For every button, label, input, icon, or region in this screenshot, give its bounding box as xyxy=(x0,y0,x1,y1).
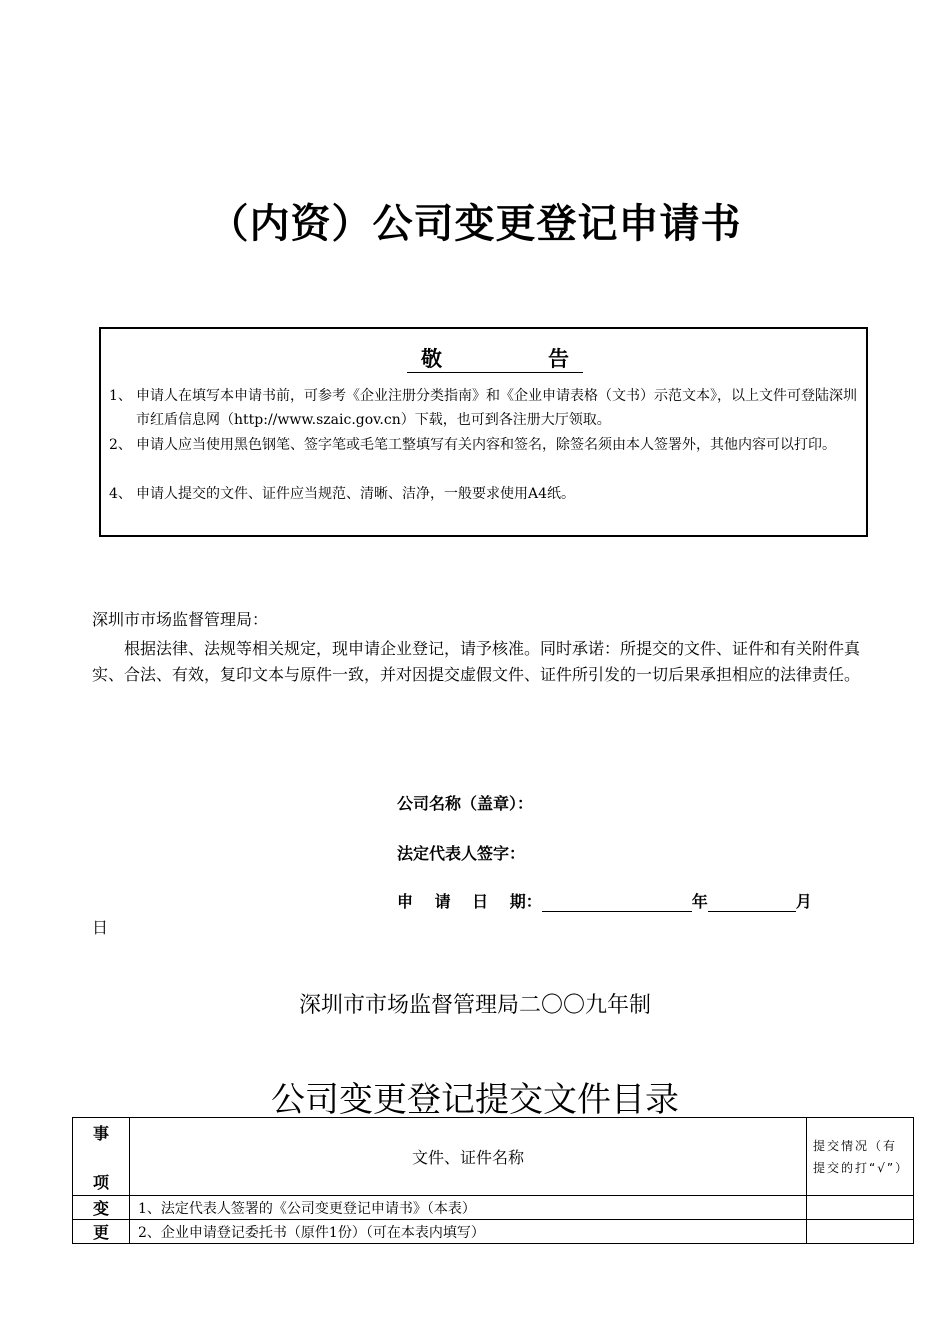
letter-body: 根据法律、法规等相关规定，现申请企业登记，请予核准。同时承诺：所提交的文件、证件和有关附件真实、合法、有效，复印文本与原件一致，并对因提交虚假文件、证件所引发的一切后果承担相应的法律责任。 xyxy=(92,639,861,684)
issuer-line: 深圳市市场监督管理局二〇〇九年制 xyxy=(298,993,651,1018)
submission-status-header: 提交情况（有提交的打“√”） xyxy=(807,1118,914,1196)
year-label: 年 xyxy=(691,892,708,911)
table-row xyxy=(73,1196,914,1220)
notice-item xyxy=(109,384,861,432)
item-cell: 更 xyxy=(73,1220,130,1244)
item-header xyxy=(73,1118,130,1196)
day-label: 日 xyxy=(92,918,109,937)
item-cell: 变 xyxy=(73,1196,130,1220)
notice-item-text: 申请人提交的文件、证件应当规范、清晰、洁净，一般要求使用A4纸。 xyxy=(136,486,576,502)
submission-checkbox-cell[interactable] xyxy=(807,1196,914,1220)
document-name-cell: 2、企业申请登记委托书（原件1份）（可在本表内填写） xyxy=(130,1220,807,1244)
notice-item-text: 申请人在填写本申请书前，可参考《企业注册分类指南》和《企业申请表格（文书）示范文本》，以上文件可登陆深圳市红盾信息网（http://www.szaic.gov.cn）下载，也可到各注册大厅领取。 xyxy=(136,388,857,428)
item-header-top: 事 xyxy=(92,1123,109,1143)
notice-heading-left: 敬 xyxy=(421,347,442,371)
document-name-header: 文件、证件名称 xyxy=(130,1118,807,1196)
notice-item-number: 2、 xyxy=(109,437,132,453)
document-name-cell: 1、法定代表人签署的《公司变更登记申请书》（本表） xyxy=(130,1196,807,1220)
month-blank xyxy=(708,893,796,912)
catalog-title: 公司变更登记提交文件目录 xyxy=(271,1080,679,1120)
notice-heading xyxy=(407,343,583,373)
month-label: 月 xyxy=(795,892,812,911)
notice-box xyxy=(99,327,868,537)
year-blank xyxy=(542,893,692,912)
notice-heading-right: 告 xyxy=(548,347,569,371)
notice-item xyxy=(109,482,861,506)
item-header-bottom: 项 xyxy=(92,1172,109,1192)
notice-item-number: 4、 xyxy=(109,486,132,502)
notice-item-text: 申请人应当使用黑色钢笔、签字笔或毛笔工整填写有关内容和签名，除签名须由本人签署外，其他内容可以打印。 xyxy=(136,437,836,453)
letter-addressee: 深圳市市场监督管理局： xyxy=(92,610,269,629)
legal-rep-label: 法定代表人签字： xyxy=(397,844,526,863)
date-label: 申 请 日 期： xyxy=(397,892,542,911)
table-header-row xyxy=(73,1118,914,1196)
document-catalog-table xyxy=(72,1117,914,1244)
table-row xyxy=(73,1220,914,1244)
notice-item-number: 1、 xyxy=(109,388,132,404)
application-date-line xyxy=(397,889,863,912)
submission-checkbox-cell[interactable] xyxy=(807,1220,914,1244)
page-title: （内资）公司变更登记申请书 xyxy=(208,201,742,247)
notice-item xyxy=(109,433,861,457)
company-name-label: 公司名称（盖章）： xyxy=(397,794,534,813)
